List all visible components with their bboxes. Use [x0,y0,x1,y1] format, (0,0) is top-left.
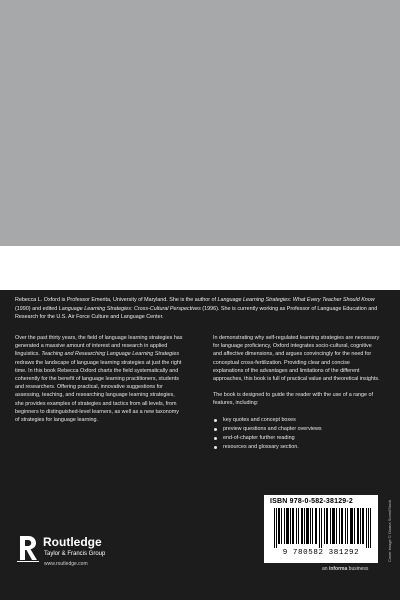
white-band [0,246,400,290]
author-name: Rebecca L. Oxford [15,297,60,303]
routledge-logo-icon [17,534,39,562]
isbn-barcode-box [264,495,378,563]
description-paragraph [15,334,183,424]
features-list [213,416,381,452]
informa-tagline [322,566,368,572]
description-text: redraws the landscape of language learning strategies at just the right time. In this book Rebecca Oxford charts the field systematically and coherently for the benefit of language learning practitioners, students and researchers. Offering practical, innovative suggestions for assessing, teaching, and researching language learning strategies, she provides examples of strategies and tactics from all levels, from beginners to distinguished-level learners, as well as a new taxonomy of strategies for language learning. [15,359,182,424]
publisher-url[interactable]: www.routledge.com [44,561,88,567]
description-paragraph: In demonstrating why self-regulated learning strategies are necessary for language proficiency, Oxford integrates socio-cultural, cognitive and affective dimensions, and argues convincingly for the need for conceptual cross-fertilization. Providing clear and concise explanations of the advantages and limitations of the different approaches, this book is full of practical value and theoretical insights. [213,335,380,383]
description-right-column [213,334,381,452]
features-intro: The book is designed to guide the reader with the use of a range of features, including: [213,392,374,407]
bio-text: (1990) and edited [15,305,59,312]
book-title: Teaching and Researching Language Learning Strategies [41,351,180,358]
back-cover-text-panel [0,290,400,600]
barcode [274,508,372,548]
description-text: Over the past thirty years, the field of language learning strategies has generated a massive amount of interest and research in applied linguistics. [15,335,183,358]
list-item: preview questions and chapter overviews [213,425,381,433]
description-left-column [15,334,183,432]
informa-brand: informa [328,566,348,572]
book-title-1: Language Learning Strategies: What Every Teacher Should Know [217,297,375,303]
author-bio [15,296,385,322]
cover-credit-text: Cover image © Oxana Soon/iStock [387,499,392,562]
cover-credit [383,496,393,562]
bio-text: is Professor Emerita, University of Maryland. She is the author of [59,297,218,303]
list-item: key quotes and concept boxes [213,416,381,424]
informa-prefix: an [322,566,329,572]
book-title-2: Language Learning Strategies: Cross-Cultural Perspectives [58,305,201,312]
publisher-name: Routledge [43,535,102,549]
barcode-digits: 9 780582 381292 [282,549,360,557]
bio-text: (1996). She is currently working as Professor of Language Education and Research for the U.S. Air Force Culture and Language Center. [15,305,378,321]
publisher-group: Taylor & Francis Group [44,551,106,557]
list-item: end-of-chapter further reading [213,434,381,442]
list-item: resources and glossary section. [213,443,381,451]
cover-image-panel [0,0,400,246]
informa-suffix: business [347,566,369,572]
isbn-label: ISBN 978-0-582-38129-2 [270,498,354,505]
